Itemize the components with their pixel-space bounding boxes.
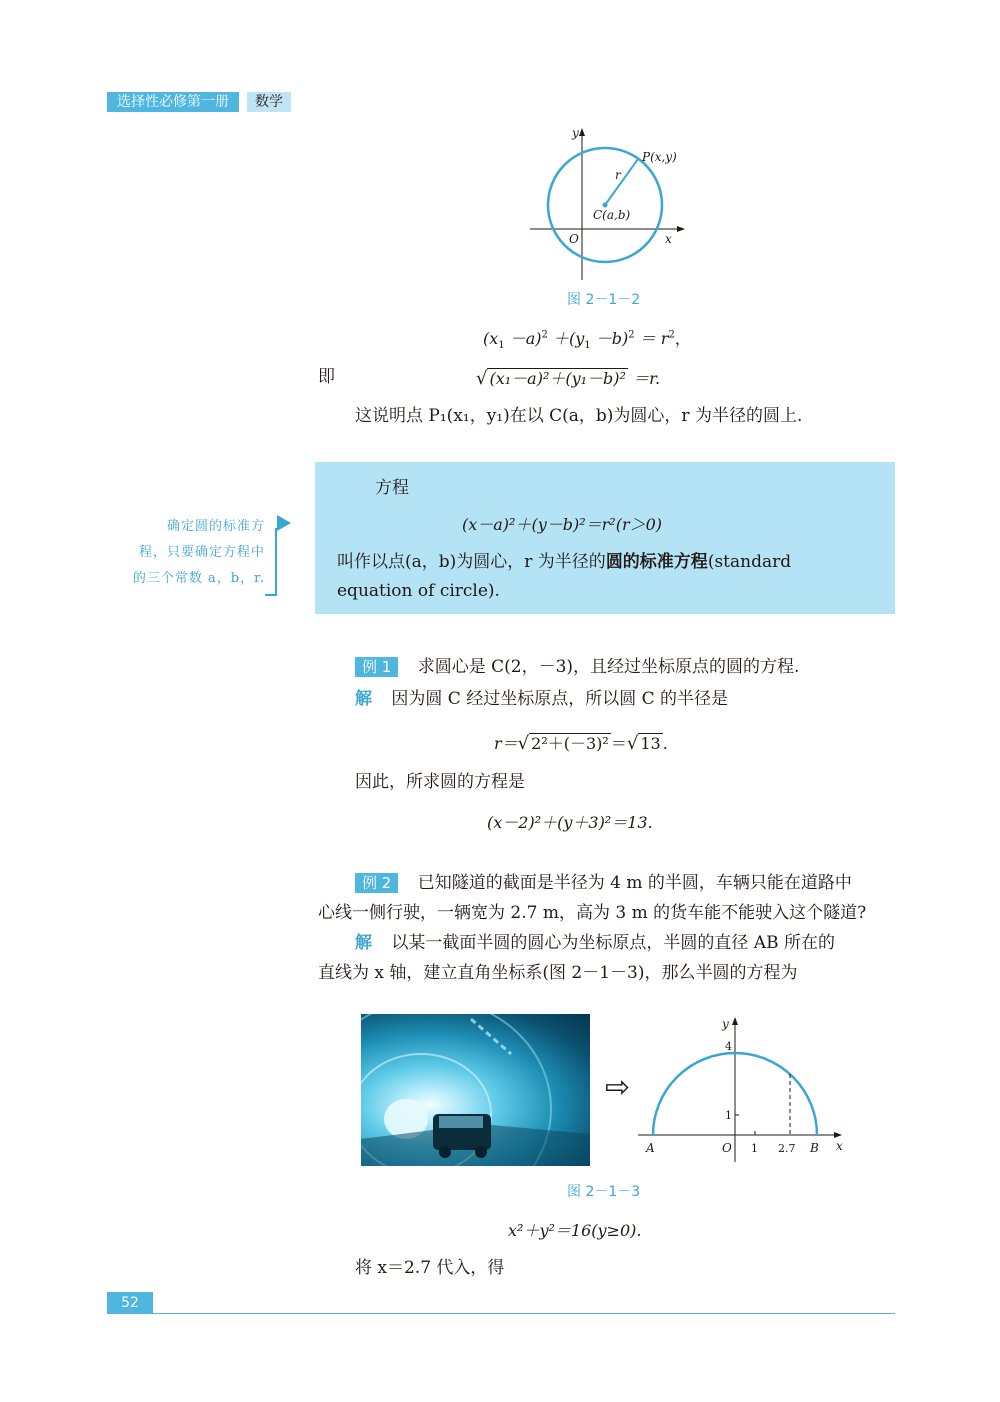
note-bracket-foot: [265, 594, 277, 596]
example2-question-1: 已知隧道的截面是半径为 4 m 的半圆，车辆只能在道路中: [417, 873, 852, 893]
fig2-4-label: 4: [725, 1040, 732, 1053]
margin-note-line3: 的三个常数 a，b，r.: [132, 571, 265, 586]
subject-badge: 数学: [247, 92, 291, 112]
substitute-text: 将 x＝2.7 代入，得: [355, 1258, 505, 1278]
definition-text-before: 叫作以点(a，b)为圆心，r 为半径的: [337, 552, 606, 572]
margin-note-line2: 程，只要确定方程中: [138, 545, 265, 560]
page-number: 52: [107, 1292, 153, 1314]
radius-mid: ＝: [610, 734, 627, 753]
fig1-x-label: x: [665, 232, 672, 246]
right-arrow-icon: ⇨: [605, 1070, 631, 1105]
figure-semicircle: [636, 1014, 852, 1164]
fig2-b-label: B: [810, 1141, 819, 1155]
fig2-27-label: 2.7: [778, 1142, 796, 1155]
margin-note: [100, 514, 265, 592]
figure-circle: [525, 125, 695, 285]
equation-distance: $(x_1 -a)^2 +(y_1 -b)^2 = r^2$，: [483, 329, 691, 352]
example1-radius-equation: r＝√ 2²＋(－3)² ＝√ 13 .: [494, 733, 668, 754]
x-axis-arrow-icon: [677, 226, 685, 232]
fig2-x1-label: 1: [751, 1142, 758, 1155]
fig2-y1-label: 1: [725, 1109, 732, 1122]
radius-result: 13: [640, 734, 661, 753]
example2-tag: 例 2: [355, 873, 398, 893]
example1-answer: (x－2)²＋(y＋3)²＝13.: [487, 813, 653, 832]
footer-line: [153, 1313, 895, 1314]
center-point: [603, 203, 608, 208]
margin-note-line1: 确定圆的标准方: [166, 519, 265, 534]
note-bracket: [275, 528, 277, 595]
definition-text-line2: equation of circle).: [337, 581, 500, 601]
example2-question-line1: [355, 869, 852, 897]
fig1-radius-label: r: [615, 168, 621, 182]
sqrt-rhs: ＝r.: [633, 369, 661, 388]
note-flag-icon: [277, 515, 291, 531]
y-axis-arrow-icon: [579, 128, 585, 136]
fig2-y-label: y: [722, 1017, 729, 1031]
radius-end: .: [662, 734, 668, 753]
definition-equation: (x－a)²＋(y－b)²＝r²(r＞0): [462, 515, 663, 534]
example2-question-2: 心线一侧行驶，一辆宽为 2.7 m，高为 3 m 的货车能不能驶入这个隧道?: [318, 903, 867, 923]
fig1-origin-label: O: [569, 232, 579, 246]
fig2-x-label: x: [836, 1139, 843, 1153]
example1-question-line: [355, 653, 799, 681]
example1-question: 求圆心是 C(2，－3)，且经过坐标原点的圆的方程.: [417, 657, 800, 677]
definition-text-line1: [337, 548, 791, 576]
semicircle-equation: x²＋y²＝16(y≥0).: [508, 1221, 642, 1240]
fig1-y-label: y: [572, 126, 579, 140]
example1-solution: 因为圆 C 经过坐标原点，所以圆 C 的半径是: [391, 689, 729, 709]
definition-intro: 方程: [375, 478, 409, 498]
radius-radicand: 2²＋(－3)²: [531, 734, 609, 753]
figure-caption-2-1-3: 图 2－1－3: [567, 1184, 641, 1200]
radius-lhs: r＝: [494, 734, 518, 753]
example2-solution-line1: [355, 929, 835, 957]
word-ji: 即: [318, 367, 335, 387]
example1-therefore: 因此，所求圆的方程是: [355, 772, 525, 792]
equation-sqrt: √ (x₁－a)²＋(y₁－b)² ＝r.: [476, 368, 661, 389]
semi-x-axis-arrow-icon: [834, 1132, 842, 1138]
example2-solution-1: 以某一截面半圆的圆心为坐标原点，半圆的直径 AB 所在的: [391, 933, 835, 953]
example2-solution-tag: 解: [355, 933, 372, 953]
radius-line: [605, 159, 638, 205]
definition-box: [315, 462, 895, 614]
book-title-badge: 选择性必修第一册: [107, 92, 239, 112]
tunnel-photo-drawing: [361, 1014, 590, 1166]
fig2-origin-label: O: [722, 1141, 732, 1155]
sqrt-radicand: (x₁－a)²＋(y₁－b)²: [489, 369, 626, 388]
fig2-a-label: A: [646, 1141, 655, 1155]
fig1-point-p-label: P(x,y): [642, 150, 677, 164]
example1-solution-tag: 解: [355, 689, 372, 709]
tunnel-photo: [361, 1014, 590, 1166]
definition-text-after: (standard: [707, 552, 792, 572]
example1-solution-line: [355, 685, 728, 713]
semi-y-axis-arrow-icon: [732, 1017, 738, 1025]
example1-tag: 例 1: [355, 657, 398, 677]
example2-solution-2: 直线为 x 轴，建立直角坐标系(图 2－1－3)，那么半圆的方程为: [318, 963, 798, 983]
explanation-text: 这说明点 P₁(x₁，y₁)在以 C(a，b)为圆心，r 为半径的圆上.: [355, 406, 803, 426]
definition-term: 圆的标准方程: [605, 552, 708, 572]
figure-caption-2-1-2: 图 2－1－2: [567, 292, 641, 308]
fig1-center-label: C(a,b): [593, 208, 631, 222]
